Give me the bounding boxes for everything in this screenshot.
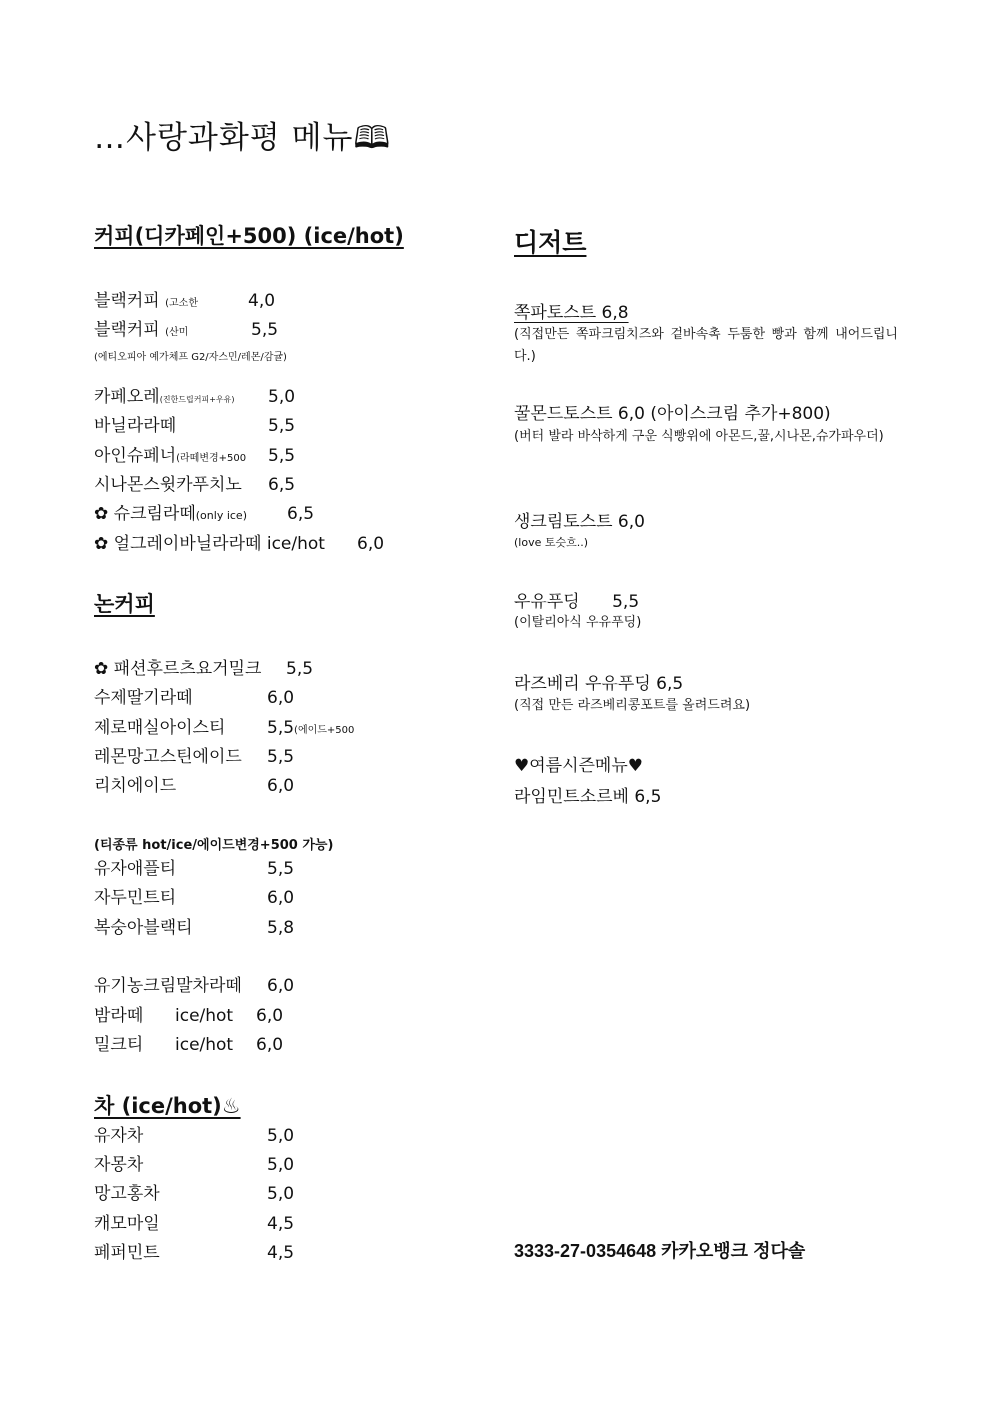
menu-item: 밤라떼 ice/hot 6,0 [94,1006,284,1026]
menu-item: 바닐라라떼 5,5 [94,416,296,436]
noncoffee-heading: 논커피 [94,592,155,616]
menu-item: 복숭아블랙티 5,8 [94,918,295,938]
tea-type-heading: (티종류 hot/ice/에이드변경+500 가능) [94,838,334,853]
tea-heading: 차 (ice/hot)♨ [94,1094,241,1118]
dessert-desc: (love 토슷흐..) [514,536,589,549]
menu-item: ✿ 슈크림라떼(only ice) 6,5 [94,504,315,524]
menu-item: 유자애플티 5,5 [94,859,295,879]
menu-item: 아인슈페너(라떼변경+500 5,5 [94,446,296,466]
menu-item: 밀크티 ice/hot 6,0 [94,1035,284,1055]
menu-item: 레몬망고스틴에이드 5,5 [94,747,295,767]
page-title: …사랑과화평 메뉴🕮 [94,120,392,156]
menu-note: (에티오피아 예가체프 G2/자스민/레몬/감귤) [94,352,287,363]
menu-item: 블랙커피 (산미 5,5 [94,320,279,340]
dessert-item: 라즈베리 우유푸딩 6,5 [514,674,684,694]
menu-item: 망고홍차 5,0 [94,1184,295,1204]
dessert-item: 생크림토스트 6,0 [514,512,645,532]
dessert-desc: (직접 만든 라즈베리콩포트를 올려드려요) [514,698,751,713]
coffee-heading: 커피(디카페인+500) (ice/hot) [94,224,404,248]
menu-item: 자두민트티 6,0 [94,888,295,908]
dessert-item: 쪽파토스트 6,8 [514,303,629,323]
dessert-item: 꿀몬드토스트 6,0 (아이스크림 추가+800) [514,404,831,424]
dessert-item: 우유푸딩 5,5 [514,592,640,612]
menu-item: 유기농크림말차라떼 6,0 [94,976,295,996]
season-heading: ♥여름시즌메뉴♥ [514,756,644,776]
menu-item: 시나몬스윗카푸치노 6,5 [94,475,296,495]
dessert-desc: (직접만든 쪽파크림치즈와 겉바속촉 두툼한 빵과 함께 내어드립니다.) [514,327,898,364]
dessert-heading: 디저트 [514,228,587,257]
menu-item: 제로매실아이스티 5,5(에이드+500 [94,718,355,738]
dessert-desc: (버터 발라 바삭하게 구운 식빵위에 아몬드,꿀,시나몬,슈가파우더) [514,429,884,444]
dessert-desc: (이탈리아식 우유푸딩) [514,615,642,630]
menu-item: 캐모마일 4,5 [94,1214,295,1234]
menu-item: ✿ 패션후르츠요거밀크 5,5 [94,659,314,679]
menu-item: 페퍼민트 4,5 [94,1243,295,1263]
menu-item: ✿ 얼그레이바닐라라떼 ice/hot 6,0 [94,534,385,554]
menu-item: 카페오레(진한드립커피+우유) 5,0 [94,387,296,407]
menu-item: 블랙커피 (고소한 4,0 [94,291,276,311]
bank-account: 3333-27-0354648 카카오뱅크 정다솔 [514,1241,806,1261]
menu-item: 리치에이드 6,0 [94,776,295,796]
menu-item: 자몽차 5,0 [94,1155,295,1175]
menu-item: 유자차 5,0 [94,1126,295,1146]
season-item: 라임민트소르베 6,5 [514,787,662,807]
menu-item: 수제딸기라떼 6,0 [94,688,295,708]
